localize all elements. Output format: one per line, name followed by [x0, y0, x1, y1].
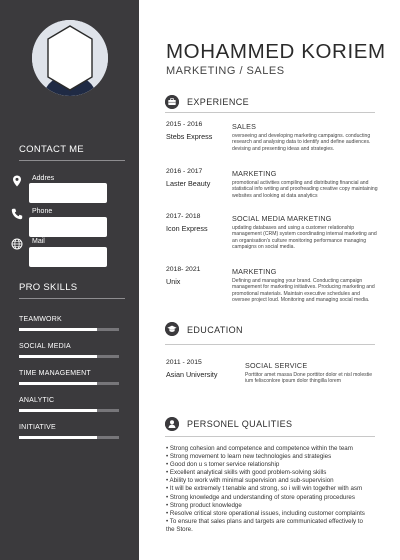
- skill-bar-fill: [19, 355, 97, 358]
- skill-bar: [19, 355, 119, 358]
- list-item: • Strong knowledge and understanding of store operating procedures: [166, 493, 355, 501]
- contact-address-label: Addres: [32, 175, 55, 182]
- list-item: • To ensure that sales plans and targets are communicated effectively to: [166, 517, 363, 525]
- skill-bar-fill: [19, 436, 97, 439]
- experience-date: 2016 - 2017: [166, 168, 203, 175]
- education-divider: [165, 344, 375, 345]
- person-name: MOHAMMED KORIEM: [166, 40, 386, 63]
- location-pin-icon: [11, 175, 23, 187]
- experience-date: 2015 - 2016: [166, 121, 203, 128]
- skill-bar: [19, 436, 119, 439]
- skills-divider: [19, 298, 125, 299]
- list-item: • Strong movement to learn new technologies and strategies: [166, 453, 332, 461]
- education-heading: EDUCATION: [187, 325, 243, 335]
- skill-teamwork: [19, 316, 125, 331]
- education-description: Porttitor amet massa Done porttitor dolor et nisl molestie ium felisconlore ipsum dolor thingilla lorem: [245, 372, 373, 385]
- experience-role: MARKETING: [232, 169, 277, 178]
- skill-name: INITIATIVE: [19, 424, 56, 431]
- experience-date: 2018- 2021: [166, 266, 201, 273]
- list-item: • Excellent analytical skills with good problem-solving skills: [166, 469, 327, 477]
- contact-phone-label: Phone: [32, 208, 53, 215]
- list-item: • Good don u s tomer service relationship: [166, 461, 280, 469]
- list-item: • It will be extremely t tenable and strong, so i will win together with asm: [166, 485, 363, 493]
- phone-field: [29, 217, 107, 237]
- experience-description: Defining and managing your brand. Conducting campaign management for marketing initiatives. Producing marketing and promotional materials. Maintain executive schedules and oversee project loud. Monitoring and managing social media.: [232, 278, 375, 304]
- globe-icon: [11, 238, 23, 250]
- education-role: SOCIAL SERVICE: [245, 361, 308, 370]
- qualities-heading: PERSONEL QUALITIES: [187, 419, 293, 429]
- skill-name: ANALYTIC: [19, 397, 55, 404]
- phone-icon: [11, 208, 23, 220]
- experience-description: updating databases and using a customer relationship management (CRM) system coordinating internal marketing and an organisation's culture monitoring performance managing campaigns on social media.: [232, 225, 377, 251]
- education-org: Asian University: [166, 370, 218, 379]
- experience-description: promotional activities compiling and distributing financial and statistical info writing and proofreading creative copy maintaining websites and looking at data analytics: [232, 180, 378, 199]
- list-item: the Store.: [166, 525, 193, 533]
- skill-analytic: [19, 397, 125, 412]
- experience-org: Stebs Express: [166, 132, 213, 141]
- skill-bar: [19, 328, 119, 331]
- skills-heading: PRO SKILLS: [19, 282, 78, 293]
- experience-role: MARKETING: [232, 267, 277, 276]
- briefcase-icon: [165, 95, 179, 109]
- skill-bar-fill: [19, 328, 97, 331]
- list-item: • Strong product knowledge: [166, 501, 242, 509]
- experience-heading: EXPERIENCE: [187, 97, 250, 107]
- contact-divider: [19, 160, 125, 161]
- contact-heading: CONTACT ME: [19, 144, 84, 155]
- experience-role: SOCIAL MEDIA MARKETING: [232, 214, 332, 223]
- experience-org: Unix: [166, 277, 181, 286]
- skill-name: TEAMWORK: [19, 316, 62, 323]
- skill-name: TIME MANAGEMENT: [19, 370, 91, 377]
- skill-social-media: [19, 343, 125, 358]
- contact-mail-label: Mail: [32, 238, 45, 245]
- avatar: [31, 17, 109, 99]
- address-field: [29, 183, 107, 203]
- skill-bar: [19, 409, 119, 412]
- skill-bar: [19, 382, 119, 385]
- qualities-list: [166, 445, 382, 534]
- experience-role: SALES: [232, 122, 257, 131]
- education-date: 2011 - 2015: [166, 359, 202, 366]
- experience-divider: [165, 112, 375, 113]
- experience-date: 2017- 2018: [166, 213, 201, 220]
- skill-time-management: [19, 370, 125, 385]
- graduation-cap-icon: [165, 322, 179, 336]
- experience-org: Laster Beauty: [166, 179, 211, 188]
- mail-field: [29, 247, 107, 267]
- list-item: • Ability to work with minimal supervision and sub-supervision: [166, 477, 334, 485]
- skill-bar-fill: [19, 382, 97, 385]
- sidebar: [0, 0, 139, 560]
- skill-bar-fill: [19, 409, 97, 412]
- job-title: MARKETING / SALES: [166, 65, 285, 77]
- list-item: • Resolve critical store operational issues, including customer complaints: [166, 509, 365, 517]
- experience-description: overseeing and developing marketing campaigns. conducting research and analysing data to identify and define audiences. devising and presenting ideas and strategies.: [232, 133, 371, 152]
- skill-initiative: [19, 424, 125, 439]
- skill-name: SOCIAL MEDIA: [19, 343, 71, 350]
- experience-org: Icon Express: [166, 224, 208, 233]
- qualities-divider: [165, 436, 375, 437]
- list-item: • Strong cohesion and competence and competence within the team: [166, 445, 353, 452]
- person-icon: [165, 417, 179, 431]
